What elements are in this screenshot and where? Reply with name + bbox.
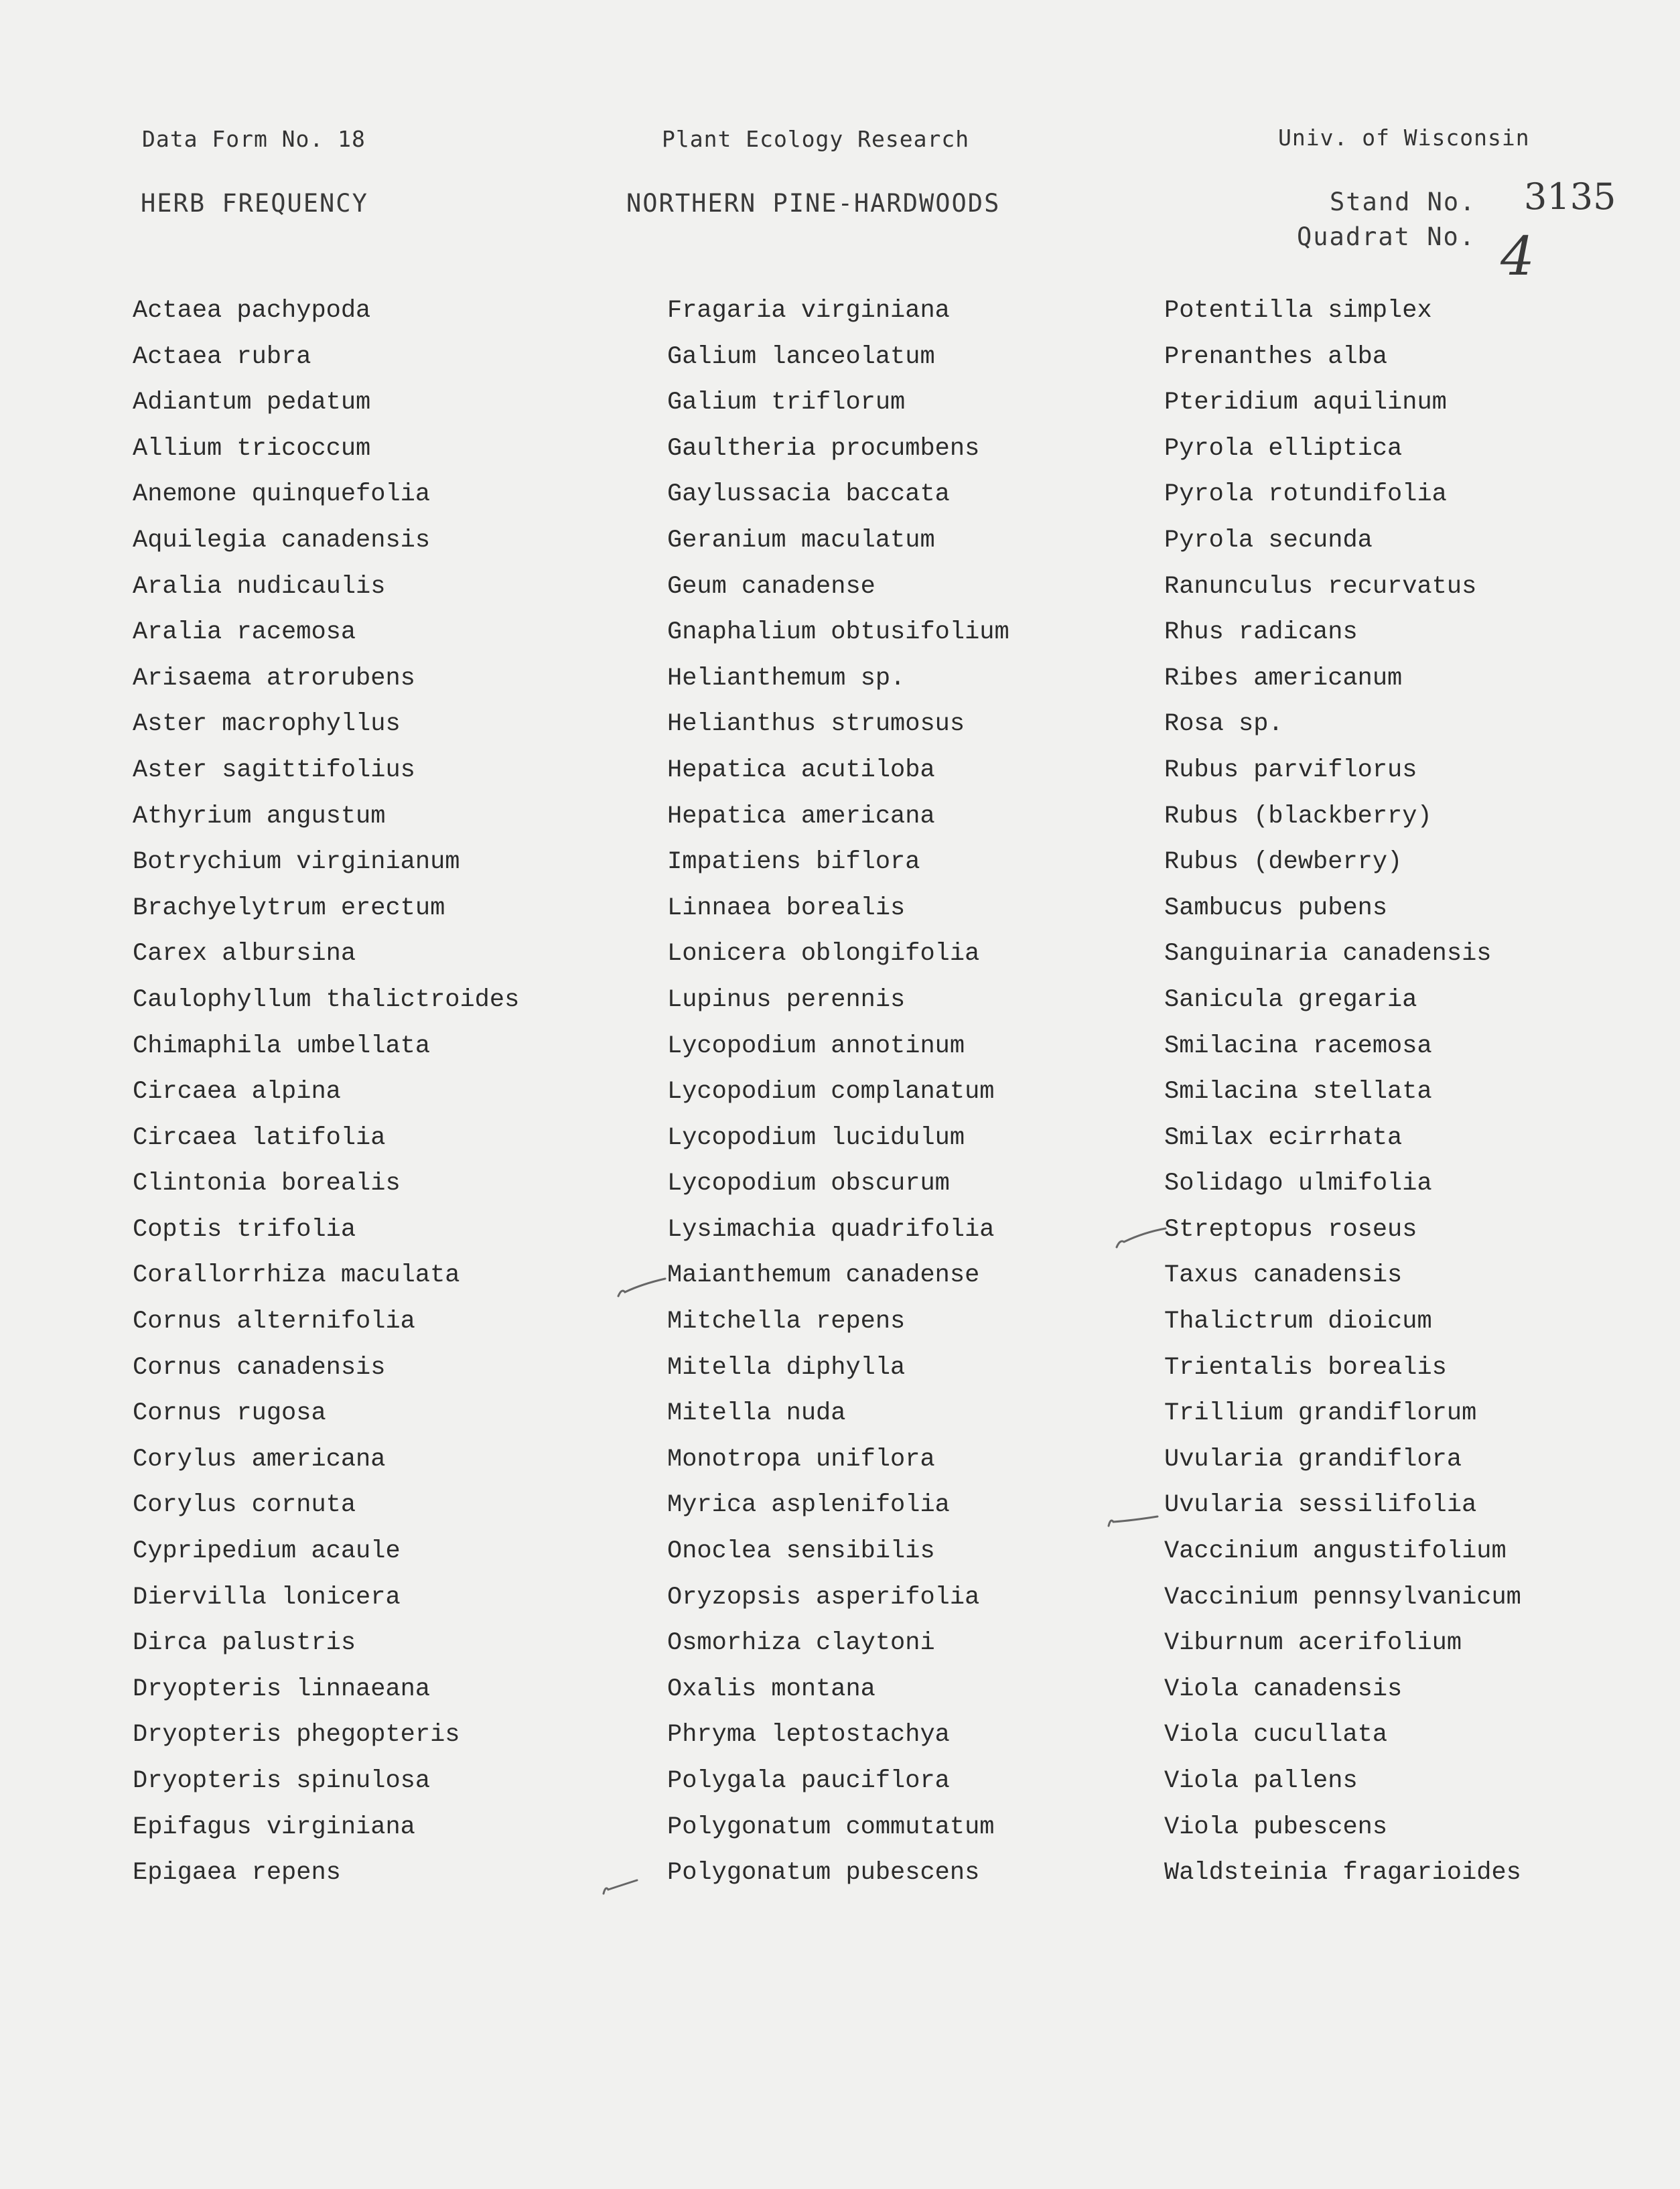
species-item: Dryopteris linnaeana: [133, 1675, 431, 1703]
species-column-1: [133, 288, 519, 1896]
form-number: Data Form No. 18: [142, 126, 366, 152]
species-item: Trientalis borealis: [1164, 1353, 1447, 1382]
species-item: Viola pallens: [1164, 1767, 1358, 1795]
species-item: Sanguinaria canadensis: [1164, 940, 1492, 969]
stand-number: 3135: [1524, 175, 1616, 218]
species-item: Trillium grandiflorum: [1164, 1399, 1477, 1428]
species-item: Impatiens biflora: [667, 848, 920, 877]
species-item: Pyrola elliptica: [1164, 434, 1403, 463]
species-item: Oryzopsis asperifolia: [667, 1583, 980, 1612]
species-item: Pteridium aquilinum: [1164, 389, 1447, 417]
species-item: Fragaria virginiana: [667, 297, 950, 325]
species-item: Waldsteinia fragarioides: [1164, 1859, 1521, 1888]
species-item: Geranium maculatum: [667, 526, 935, 555]
community-title: NORTHERN PINE-HARDWOODS: [626, 189, 1001, 218]
species-item: Uvularia sessilifolia: [1164, 1491, 1477, 1520]
species-item: Rubus (dewberry): [1164, 848, 1403, 877]
species-item: Lycopodium lucidulum: [667, 1123, 965, 1152]
species-item: Rubus (blackberry): [1164, 802, 1432, 831]
species-item: Aquilegia canadensis: [133, 526, 431, 555]
species-item: Gaylussacia baccata: [667, 480, 950, 509]
species-item: Rhus radicans: [1164, 618, 1358, 647]
check-mark-icon: [1113, 1219, 1167, 1253]
species-item: Caulophyllum thalictroides: [133, 985, 520, 1014]
species-item: Allium tricoccum: [133, 434, 371, 463]
species-item: Ribes americanum: [1164, 664, 1403, 693]
species-item: Viburnum acerifolium: [1164, 1629, 1462, 1658]
species-item: Geum canadense: [667, 572, 876, 601]
organization-name: Plant Ecology Research: [662, 126, 970, 152]
species-item: Ranunculus recurvatus: [1164, 572, 1477, 601]
check-mark-icon: [615, 1269, 669, 1303]
species-item: Vaccinium angustifolium: [1164, 1537, 1507, 1566]
species-item: Dryopteris phegopteris: [133, 1721, 460, 1750]
species-item: Dryopteris spinulosa: [133, 1767, 431, 1795]
species-item: Clintonia borealis: [133, 1170, 401, 1198]
species-item: Onoclea sensibilis: [667, 1537, 935, 1566]
species-item: Actaea rubra: [133, 342, 311, 371]
species-item: Phryma leptostachya: [667, 1721, 950, 1750]
species-item: Coptis trifolia: [133, 1215, 356, 1244]
species-item: Taxus canadensis: [1164, 1261, 1403, 1290]
species-item: Epigaea repens: [133, 1859, 341, 1888]
university-name: Univ. of Wisconsin: [1278, 125, 1530, 151]
stand-label: Stand No.: [1330, 188, 1476, 216]
species-item: Rosa sp.: [1164, 710, 1283, 739]
species-column-2: [667, 288, 1009, 1896]
quadrat-number: 4: [1500, 225, 1535, 287]
species-item: Sanicula gregaria: [1164, 985, 1417, 1014]
species-item: Aralia nudicaulis: [133, 572, 386, 601]
species-item: Cornus rugosa: [133, 1399, 326, 1428]
species-item: Helianthus strumosus: [667, 710, 965, 739]
species-item: Lysimachia quadrifolia: [667, 1215, 995, 1244]
species-item: Anemone quinquefolia: [133, 480, 431, 509]
species-item: Botrychium virginianum: [133, 848, 460, 877]
species-item: Oxalis montana: [667, 1675, 876, 1703]
species-item: Thalictrum dioicum: [1164, 1308, 1432, 1336]
species-item: Athyrium angustum: [133, 802, 386, 831]
species-item: Cornus canadensis: [133, 1353, 386, 1382]
species-item: Vaccinium pennsylvanicum: [1164, 1583, 1521, 1612]
species-item: Corylus cornuta: [133, 1491, 356, 1520]
species-item: Corallorrhiza maculata: [133, 1261, 460, 1290]
species-item: Viola cucullata: [1164, 1721, 1388, 1750]
species-item: Diervilla lonicera: [133, 1583, 401, 1612]
species-item: Aralia racemosa: [133, 618, 356, 647]
species-item: Dirca palustris: [133, 1629, 356, 1658]
species-item: Gnaphalium obtusifolium: [667, 618, 1009, 647]
species-item: Polygala pauciflora: [667, 1767, 950, 1795]
species-item: Galium lanceolatum: [667, 342, 935, 371]
species-item: Viola pubescens: [1164, 1813, 1388, 1841]
species-item: Adiantum pedatum: [133, 389, 371, 417]
species-item: Potentilla simplex: [1164, 297, 1432, 325]
species-item: Myrica asplenifolia: [667, 1491, 950, 1520]
species-item: Galium triflorum: [667, 389, 906, 417]
species-item: Mitella nuda: [667, 1399, 846, 1428]
species-item: Cypripedium acaule: [133, 1537, 401, 1566]
species-item: Monotropa uniflora: [667, 1445, 935, 1474]
species-item: Lycopodium complanatum: [667, 1078, 995, 1107]
species-item: Sambucus pubens: [1164, 894, 1388, 922]
species-item: Hepatica acutiloba: [667, 756, 935, 784]
species-item: Chimaphila umbellata: [133, 1032, 431, 1060]
species-item: Pyrola rotundifolia: [1164, 480, 1447, 509]
species-item: Circaea alpina: [133, 1078, 341, 1107]
species-item: Smilacina stellata: [1164, 1078, 1432, 1107]
check-mark-icon: [1105, 1498, 1159, 1531]
species-item: Circaea latifolia: [133, 1123, 386, 1152]
species-item: Epifagus virginiana: [133, 1813, 415, 1841]
species-item: Aster sagittifolius: [133, 756, 415, 784]
species-item: Lupinus perennis: [667, 985, 906, 1014]
species-item: Gaultheria procumbens: [667, 434, 980, 463]
species-item: Uvularia grandiflora: [1164, 1445, 1462, 1474]
species-item: Solidago ulmifolia: [1164, 1170, 1432, 1198]
species-item: Mitchella repens: [667, 1308, 906, 1336]
species-item: Brachyelytrum erectum: [133, 894, 445, 922]
species-item: Carex albursina: [133, 940, 356, 969]
species-item: Prenanthes alba: [1164, 342, 1388, 371]
species-item: Rubus parviflorus: [1164, 756, 1417, 784]
species-item: Streptopus roseus: [1164, 1215, 1417, 1244]
species-item: Pyrola secunda: [1164, 526, 1373, 555]
form-title: HERB FREQUENCY: [141, 189, 368, 218]
species-item: Mitella diphylla: [667, 1353, 906, 1382]
species-item: Smilax ecirrhata: [1164, 1123, 1403, 1152]
quadrat-label: Quadrat No.: [1297, 222, 1476, 251]
species-item: Polygonatum commutatum: [667, 1813, 995, 1841]
species-column-3: [1164, 288, 1521, 1896]
species-item: Aster macrophyllus: [133, 710, 401, 739]
species-item: Smilacina racemosa: [1164, 1032, 1432, 1060]
species-item: Cornus alternifolia: [133, 1308, 415, 1336]
species-item: Arisaema atrorubens: [133, 664, 415, 693]
species-item: Polygonatum pubescens: [667, 1859, 980, 1888]
species-item: Maianthemum canadense: [667, 1261, 980, 1290]
check-mark-icon: [600, 1865, 654, 1899]
species-item: Osmorhiza claytoni: [667, 1629, 935, 1658]
species-item: Linnaea borealis: [667, 894, 906, 922]
species-item: Lonicera oblongifolia: [667, 940, 980, 969]
species-item: Viola canadensis: [1164, 1675, 1403, 1703]
species-item: Helianthemum sp.: [667, 664, 906, 693]
species-item: Corylus americana: [133, 1445, 386, 1474]
species-item: Lycopodium obscurum: [667, 1170, 950, 1198]
species-item: Lycopodium annotinum: [667, 1032, 965, 1060]
species-item: Actaea pachypoda: [133, 297, 371, 325]
species-item: Hepatica americana: [667, 802, 935, 831]
